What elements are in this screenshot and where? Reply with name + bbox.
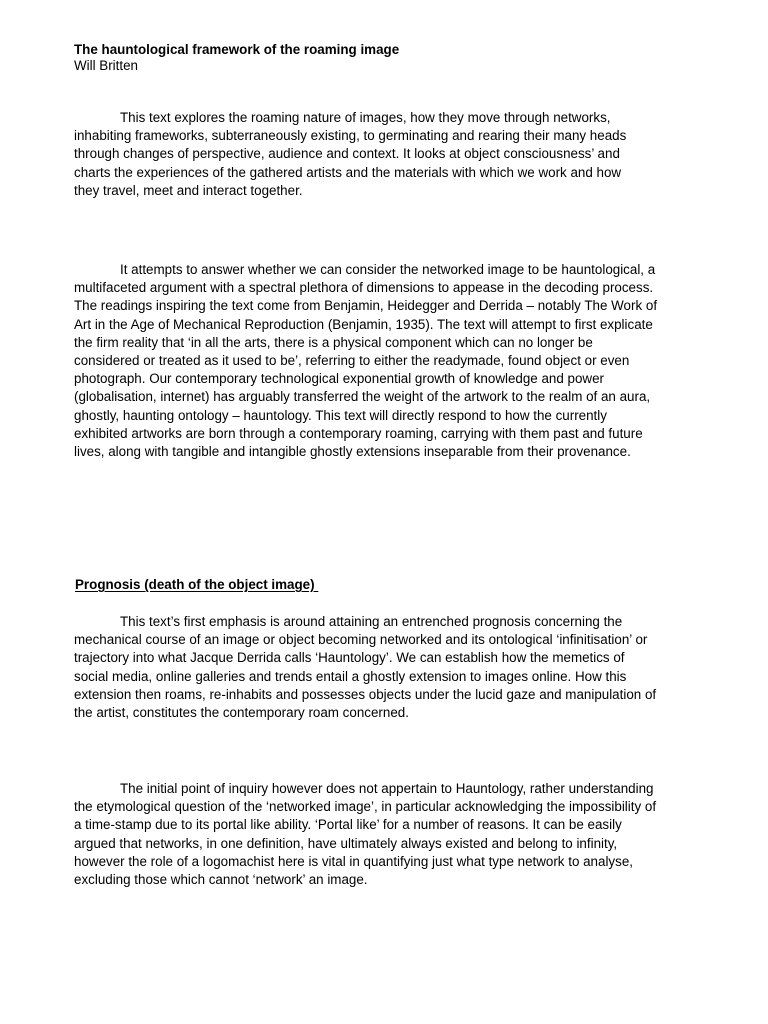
paragraph-line: charts the experiences of the gathered artists and the materials with which we work and how bbox=[74, 164, 622, 180]
paragraph-line: the etymological question of the ‘networked image’, in particular acknowledging the impossibility of bbox=[74, 799, 657, 815]
paragraph-line: extension then roams, re-inhabits and possesses objects under the lucid gaze and manipulation of bbox=[74, 686, 657, 702]
paragraph-line: exhibited artworks are born through a contemporary roaming, carrying with them past and future bbox=[74, 425, 643, 441]
paragraph-line: argued that networks, in one definition, have ultimately always existed and belong to infinity, bbox=[74, 835, 618, 851]
paragraph-line: The readings inspiring the text come from Benjamin, Heidegger and Derrida – notably The Work of bbox=[74, 298, 658, 314]
paragraph-line: multifaceted argument with a spectral plethora of dimensions to appease in the decoding process. bbox=[74, 280, 654, 296]
paragraph-line: This text explores the roaming nature of images, how they move through networks, bbox=[120, 110, 611, 125]
paragraph-line: considered or treated as it used to be’, referring to either the readymade, found object or even bbox=[74, 353, 630, 369]
paragraph-line: trajectory into what Jacque Derrida calls ‘Hauntology’. We can establish how the memetics of bbox=[74, 650, 625, 666]
paragraph-line: however the role of a logomachist here is vital in quantifying just what type network to analyse, bbox=[74, 853, 633, 869]
document-title: The hauntological framework of the roaming image bbox=[74, 42, 400, 57]
paragraph-line: through changes of perspective, audience and context. It looks at object consciousness’ and bbox=[74, 146, 620, 162]
paragraph-line: excluding those which cannot ‘network’ an image. bbox=[74, 872, 368, 888]
paragraph-line: (globalisation, internet) has arguably transferred the weight of the artwork to the realm of an aura, bbox=[74, 389, 651, 405]
paragraph-line: This text’s first emphasis is around attaining an entrenched prognosis concerning the bbox=[120, 614, 623, 629]
intro-paragraph-2 bbox=[74, 261, 704, 461]
paragraph-line: the artist, constitutes the contemporary roam concerned. bbox=[74, 705, 409, 721]
paragraph-line: the firm reality that ‘in all the arts, there is a physical component which can no longer be bbox=[74, 334, 593, 350]
paragraph-line: mechanical course of an image or object becoming networked and its ontological ‘infinitisation’ or bbox=[74, 632, 648, 648]
paragraph-line: photograph. Our contemporary technological exponential growth of knowledge and power bbox=[74, 371, 605, 387]
paragraph-line: social media, online galleries and trends entail a ghostly extension to images online. How this bbox=[74, 668, 627, 684]
paragraph-line: inhabiting frameworks, subterraneously existing, to germinating and rearing their many heads bbox=[74, 128, 627, 144]
section-paragraph-2 bbox=[74, 780, 704, 889]
paragraph-line: they travel, meet and interact together. bbox=[74, 182, 303, 198]
section-heading: Prognosis (death of the object image) bbox=[75, 577, 319, 592]
paragraph-line: ghostly, haunting ontology – hauntology. This text will directly respond to how the currently bbox=[74, 407, 607, 423]
paragraph-line: a time-stamp due to its portal like ability. ‘Portal like’ for a number of reasons. It can be easily bbox=[74, 817, 622, 833]
paragraph-line: lives, along with tangible and intangible ghostly extensions inseparable from their provenance. bbox=[74, 444, 631, 460]
intro-paragraph-1 bbox=[74, 109, 704, 200]
paragraph-line: The initial point of inquiry however does not appertain to Hauntology, rather understanding bbox=[120, 781, 654, 796]
section-paragraph-1 bbox=[74, 613, 704, 722]
paragraph-line: Art in the Age of Mechanical Reproduction (Benjamin, 1935). The text will attempt to first explicate bbox=[74, 316, 653, 332]
document-author: Will Britten bbox=[74, 58, 138, 73]
paragraph-line: It attempts to answer whether we can consider the networked image to be hauntological, a bbox=[120, 262, 656, 277]
